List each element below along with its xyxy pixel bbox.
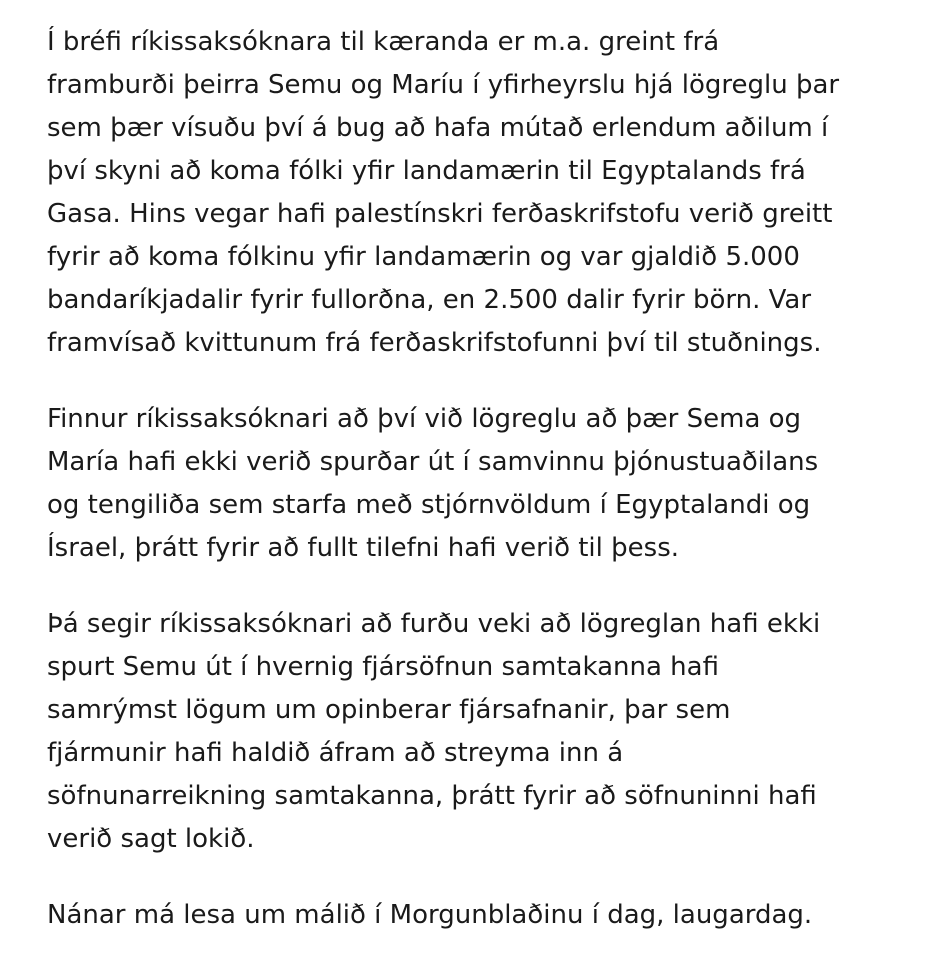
- paragraph-line: Gasa. Hins vegar hafi palestínskri ferðaskrifstofu verið greitt: [47, 199, 833, 229]
- paragraph-line: spurt Semu út í hvernig fjársöfnun samtakanna hafi: [47, 652, 719, 682]
- paragraph-line: Í bréfi ríkissaksóknara til kæranda er m.a. greint frá: [47, 27, 720, 57]
- paragraph-line: sem þær vísuðu því á bug að hafa mútað erlendum aðilum í: [47, 113, 829, 143]
- paragraph-line: því skyni að koma fólki yfir landamærin til Egyptalands frá: [47, 156, 806, 186]
- paragraph-line: framburði þeirra Semu og Maríu í yfirheyrslu hjá lögreglu þar: [47, 70, 840, 100]
- paragraph-line: Finnur ríkissaksóknari að því við lögreglu að þær Sema og: [47, 404, 802, 434]
- paragraph-line: samrýmst lögum um opinberar fjársafnanir, þar sem: [47, 695, 731, 725]
- paragraph-4: [47, 894, 887, 937]
- paragraph-line: framvísað kvittunum frá ferðaskrifstofunni því til stuðnings.: [47, 328, 822, 358]
- paragraph-line: söfnunarreikning samtakanna, þrátt fyrir að söfnuninni hafi: [47, 781, 817, 811]
- article-body: [47, 21, 887, 970]
- paragraph-line: og tengiliða sem starfa með stjórnvöldum í Egyptalandi og: [47, 490, 811, 520]
- paragraph-line: Nánar má lesa um málið í Morgunblaðinu í dag, laugardag.: [47, 900, 813, 930]
- paragraph-line: bandaríkjadalir fyrir fullorðna, en 2.500 dalir fyrir börn. Var: [47, 285, 812, 315]
- paragraph-line: Ísrael, þrátt fyrir að fullt tilefni hafi verið til þess.: [47, 533, 679, 563]
- paragraph-line: Þá segir ríkissaksóknari að furðu veki að lögreglan hafi ekki: [47, 609, 821, 639]
- paragraph-line: fyrir að koma fólkinu yfir landamærin og var gjaldið 5.000: [47, 242, 800, 272]
- paragraph-line: verið sagt lokið.: [47, 824, 255, 854]
- paragraph-1: [47, 21, 887, 365]
- paragraph-3: [47, 603, 887, 861]
- paragraph-2: [47, 398, 887, 570]
- paragraph-line: María hafi ekki verið spurðar út í samvinnu þjónustuaðilans: [47, 447, 819, 477]
- paragraph-line: fjármunir hafi haldið áfram að streyma inn á: [47, 738, 624, 768]
